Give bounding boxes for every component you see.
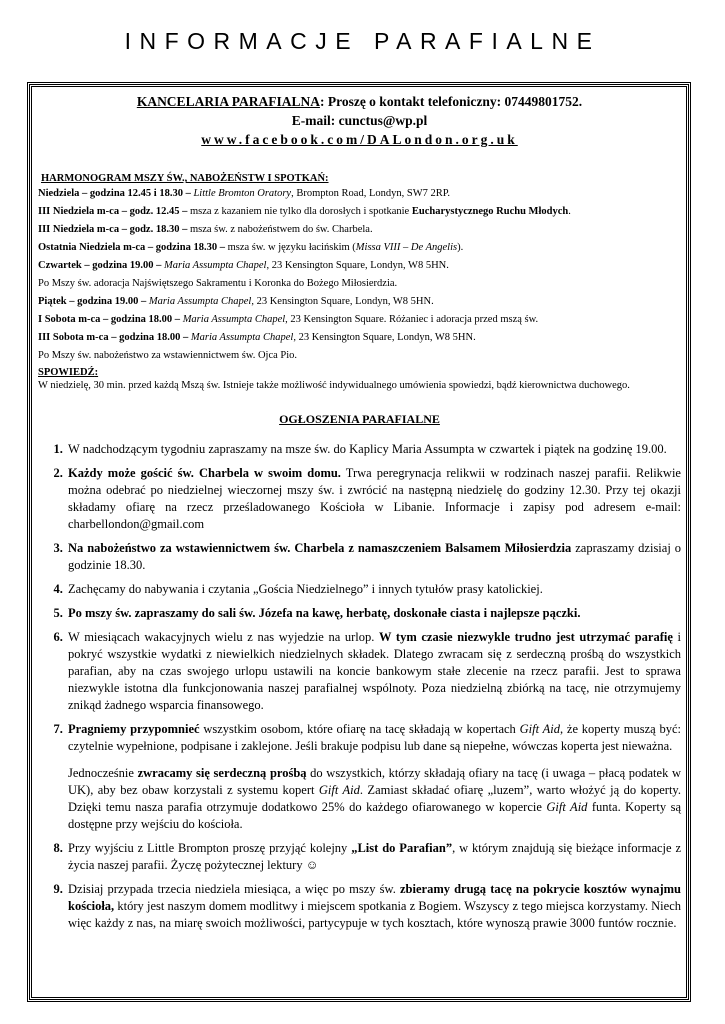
schedule-italic: Maria Assumpta Chapel [182,314,286,325]
announcement-text: Przy wyjściu z Little Brompton proszę przyjąć kolejny [68,841,352,855]
announcement-item [66,540,681,574]
announcement-item [66,465,681,533]
kancelaria-phone: : Proszę o kontakt telefoniczny: 07449801752. [319,94,583,109]
announcement-text: i pokryć wszystkie wydatki z niewielkich niedzielnych składek. Dlatego zwracam się z serdeczną prośbą do wszystkich parafian, aby na czas swojego urlopu ustawili na koncie bankowym stałe zlecenie na rzecz parafii. Jest to sprawa niezwykle istotna dla funkcjonowania naszej parafialnej wspólnoty. Poza niedzielną zbiórką na tacę, nie otrzymujemy znikąd żadnego wsparcia finansowego. [68,630,681,712]
announcements-list [38,441,681,932]
schedule-heading [41,171,681,186]
schedule-bold: Niedziela – godzina 12.45 i 18.30 – [38,188,194,199]
schedule-bold: Czwartek – godzina 19.00 – [38,260,164,271]
announcement-item [66,441,681,458]
kancelaria-line [38,92,681,111]
schedule-line [38,186,681,201]
schedule-line [38,240,681,255]
schedule-bold: I Sobota m-ca – godzina 18.00 – [38,314,183,325]
schedule-bold: III Niedziela m-ca – godz. 18.30 – [38,224,190,235]
announcement-item [66,629,681,714]
announcement-bold: „List do Parafian” [351,841,453,855]
announcement-text: wszystkim osobom, które ofiarę na tacę składają w kopertach [199,722,520,736]
schedule-line [38,330,681,345]
schedule-text: , 23 Kensington Square, Londyn, W8 5HN. [293,332,476,343]
schedule-bold: Eucharystycznego Ruchu Młodych [411,206,569,217]
schedule-text: ). [457,242,464,253]
announcement-item [66,605,681,622]
announcement-text: który jest naszym domem modlitwy i miejscem spotkania z Bogiem. Wszyscy z tego miejsca korzystamy. Niech więc każdy z nas, na miarę swoich możliwości, partycypuje w tych kosztach, które wynoszą prawie 3000 funtów rocznie. [68,899,681,930]
schedule-text: , Brompton Road, Londyn, SW7 2RP. [291,188,451,199]
announcement-text: W miesiącach wakacyjnych wielu z nas wyjedzie na urlop. [68,630,380,644]
announcement-bold: Na nabożeństwo za wstawiennictwem św. Charbela z namaszczeniem Balsamem Miłosierdzia [68,541,572,555]
announcement-text: Jednocześnie [68,766,138,780]
announcement-item [66,721,681,833]
facebook-link[interactable]: www.facebook.com/DALondon.org.uk [201,132,518,147]
content [38,92,681,939]
spowiedz-heading [38,366,681,379]
schedule-text: msza z kazaniem nie tylko dla dorosłych i spotkanie [189,206,412,217]
schedule-list [38,186,681,363]
schedule-line [38,276,681,291]
announcement-italic: Gift Aid [546,800,588,814]
schedule-italic: Little Bromton Oratory [193,188,292,199]
announcement-bold: zwracamy się serdeczną prośbą [137,766,307,780]
announcement-item [66,840,681,874]
schedule-line [38,258,681,273]
schedule-text: msza św. z nabożeństwem do św. Charbela. [189,224,373,235]
schedule-bold: Ostatnia Niedziela m-ca – godzina 18.30 – [38,242,228,253]
announcement-text: Zachęcamy do nabywania i czytania „Gościa Niedzielnego” i innych tytułów prasy katolickiej. [68,582,543,596]
announcement-item [66,581,681,598]
announcement-text: , w którym znajdują się bieżące informacje z życia naszej parafii. Życzę pożytecznej lektury ☺ [68,841,682,872]
schedule-italic: Maria Assumpta Chapel [190,332,294,343]
schedule-italic: Missa VIII – De Angelis [355,242,458,253]
schedule-line [38,294,681,309]
schedule-text: , 23 Kensington Square. Różaniec i adoracja przed mszą św. [285,314,539,325]
schedule-text: . [568,206,571,217]
announcement-text: Trwa peregrynacja relikwii w rodzinach naszej parafii. Relikwie można odebrać po niedzielnej wieczornej mszy św. i zwrócić na następną niedzielę do godziny 12.30. Przy tej okazji składamy ofiarę na rzecz prześladowanego Kościoła w Libanie. Informacje i zapisy pod adresem e-mail: charbellondon@gmail.com [68,466,681,531]
schedule-text: msza św. w języku łacińskim ( [227,242,356,253]
schedule-heading-colon: : [325,173,329,184]
announcement-italic: Gift Aid [519,722,560,736]
announcement-text: , że koperty muszą być: czytelnie wypełnione, podpisane i zaklejone. Jeśli brakuje podpisu lub dane są niepełne, wówczas koperta jest nieważna. [68,722,681,753]
schedule-italic: Maria Assumpta Chapel [164,260,267,271]
schedule-text: Po Mszy św. adoracja Najświętszego Sakramentu i Koronka do Bożego Miłosierdzia. [38,278,398,289]
schedule-text: Po Mszy św. nabożeństwo za wstawiennictwem św. Ojca Pio. [38,350,298,361]
page-title: INFORMACJE PARAFIALNE [124,28,601,54]
announcement-bold: Pragniemy przypomnieć [68,722,200,736]
schedule-italic: Maria Assumpta Chapel [148,296,252,307]
schedule-bold: III Niedziela m-ca – godz. 12.45 – [38,206,190,217]
announcement-italic: Gift Aid [318,783,360,797]
kancelaria-email: E-mail: cunctus@wp.pl [291,113,428,128]
schedule-text: , 23 Kensington Square, Londyn, W8 5HN. [266,260,449,271]
announcement-paragraph [68,765,681,833]
announcement-text: do wszystkich, którzy składają ofiary na tacę (i uwaga – płacą podatek w UK), aby bez obaw korzystali z systemu kopert [68,766,681,797]
schedule-bold: Piątek – godzina 19.00 – [38,296,149,307]
announcement-bold: Każdy może gościć św. Charbela w swoim domu. [68,466,341,480]
announcements-heading: OGŁOSZENIA PARAFIALNE [279,412,440,426]
schedule-line [38,204,681,219]
announcement-bold: W tym czasie niezwykle trudno jest utrzymać parafię [379,630,673,644]
announcement-text: W nadchodzącym tygodniu zapraszamy na msze św. do Kaplicy Maria Assumpta w czwartek i piątek na godzinę 19.00. [68,442,667,456]
announcement-text: zapraszamy dzisiaj o godzinie 18.30. [68,541,682,572]
announcement-item [66,881,681,932]
announcement-text: funta. Koperty są dostępne przy wejściu do kościoła. [68,800,681,831]
spowiedz-heading-colon: : [94,367,99,378]
schedule-bold: III Sobota m-ca – godzina 18.00 – [38,332,191,343]
kancelaria-label: KANCELARIA PARAFIALNA [136,94,320,109]
schedule-line [38,312,681,327]
announcement-bold: Po mszy św. zapraszamy do sali św. Józefa na kawę, herbatę, doskonałe ciasta i najlepsze pączki. [68,606,581,620]
announcement-text: . Zamiast składać ofiarę „luzem”, warto włożyć ją do koperty. Dzięki temu nasza parafia otrzymuje dodatkowo 25% do każdego ofiarowanego w kopercie [68,783,681,814]
spowiedz-heading-text: SPOWIEDŹ [38,367,95,378]
schedule-line [38,222,681,237]
schedule-text: , 23 Kensington Square, Londyn, W8 5HN. [251,296,434,307]
schedule-heading-text: HARMONOGRAM MSZY ŚW., NABOŻEŃSTW I SPOTKAŃ [41,173,326,184]
announcement-bold: zbieramy drugą tacę na pokrycie kosztów wynajmu kościoła, [68,882,681,913]
schedule-line [38,348,681,363]
spowiedz-text: W niedzielę, 30 min. przed każdą Mszą św. Istnieje także możliwość indywidualnego umówienia spowiedzi, bądź kierownictwa duchowego. [38,380,630,391]
announcement-text: Dzisiaj przypada trzecia niedziela miesiąca, a więc po mszy św. [68,882,400,896]
